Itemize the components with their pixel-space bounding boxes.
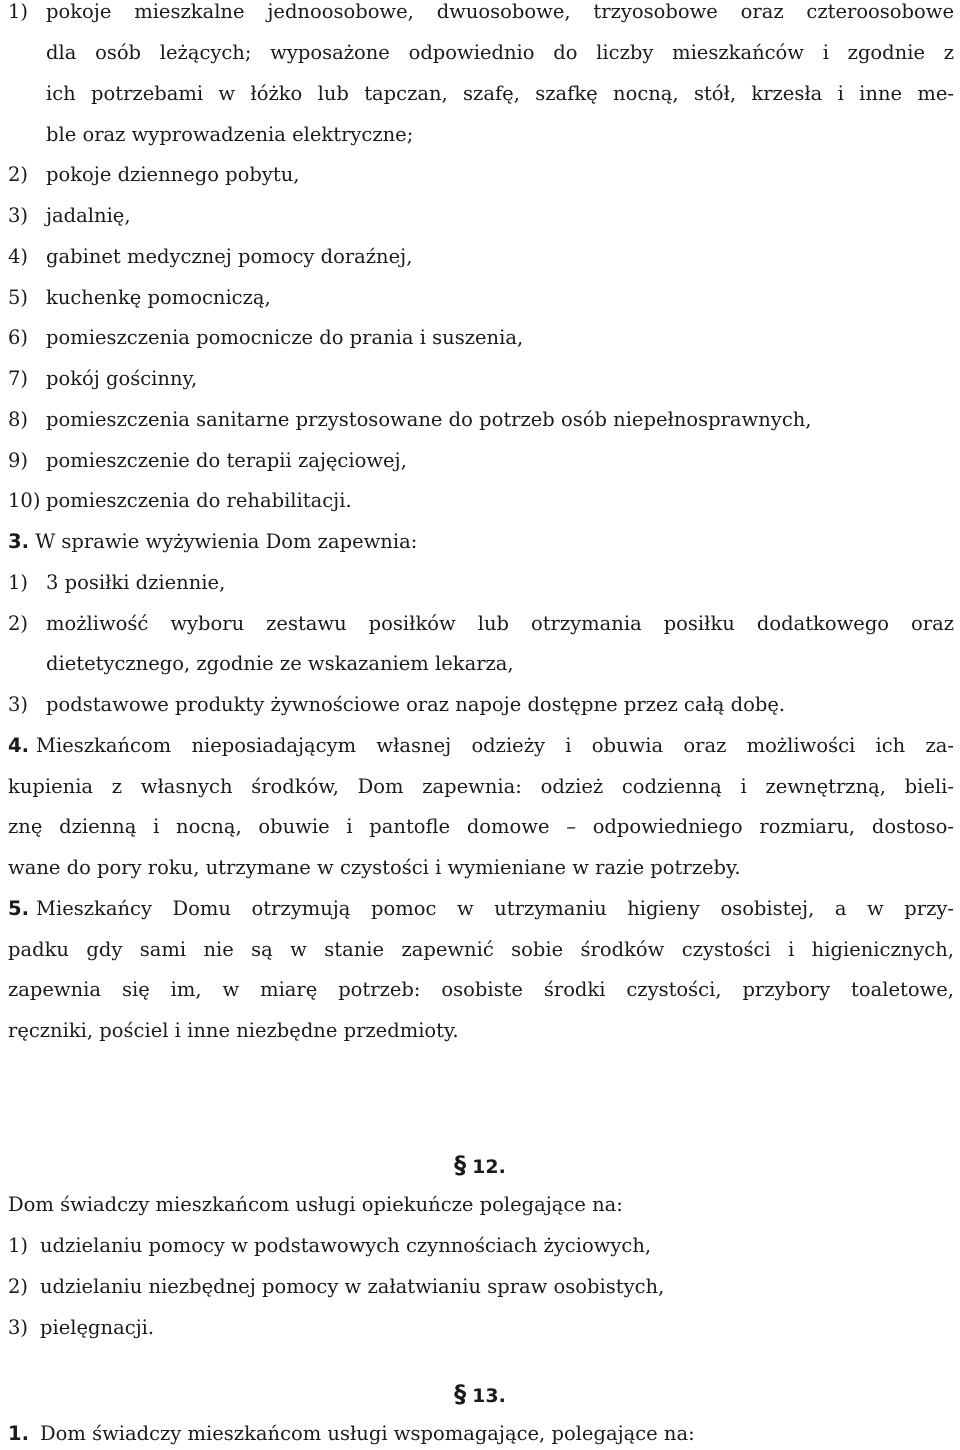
list-number: 8) — [8, 408, 29, 431]
list-text: udzielaniu pomocy w podstawowych czynnościach życiowych, — [40, 1234, 652, 1257]
list-text: pomieszczenia sanitarne przystosowane do potrzeb osób niepełnosprawnych, — [46, 408, 812, 431]
list-number: 1) — [8, 0, 29, 23]
list-number: 4) — [8, 245, 29, 268]
list-text: Dom świadczy mieszkańcom usługi wspomagające, polegające na: — [40, 1422, 695, 1445]
list-item — [8, 692, 954, 718]
list-item — [8, 1421, 954, 1447]
section-number: 13. — [472, 1385, 506, 1407]
list-number: 9) — [8, 449, 29, 472]
list-number: 1) — [8, 571, 29, 594]
paragraph-text: Mieszkańcom nieposiadającym własnej odzieży i obuwia oraz możliwości ich za- — [36, 734, 954, 757]
list-item — [8, 0, 954, 25]
list-number: 3) — [8, 693, 29, 716]
list-item — [8, 203, 954, 229]
list-item — [8, 162, 954, 188]
list-number: 2) — [8, 1275, 29, 1298]
list-item — [8, 570, 954, 596]
list-number: 6) — [8, 326, 29, 349]
list-text: pokój gościnny, — [46, 367, 198, 390]
list-item — [8, 1315, 954, 1341]
paragraph-text-line: padku gdy sami nie są w stanie zapewnić sobie środków czystości i higienicznych, — [8, 938, 954, 961]
list-text: 3 posiłki dziennie, — [46, 571, 226, 594]
section-sign: § — [454, 1380, 467, 1408]
list-number: 2) — [8, 612, 29, 635]
paragraph-number: 4. — [8, 734, 29, 757]
list-item — [8, 1233, 954, 1259]
paragraph-number: 5. — [8, 897, 29, 920]
list-number: 1) — [8, 1234, 29, 1257]
paragraph-number: 3. — [8, 530, 29, 553]
list-text: gabinet medycznej pomocy doraźnej, — [46, 245, 413, 268]
paragraph-4 — [8, 733, 954, 759]
list-text-continuation: ble oraz wyprowadzenia elektryczne; — [46, 123, 414, 146]
list-text: pomieszczenia pomocnicze do prania i suszenia, — [46, 326, 524, 349]
paragraph-text-line: kupienia z własnych środków, Dom zapewnia: odzież codzienną i zewnętrzną, bieli- — [8, 775, 954, 798]
list-item — [8, 244, 954, 270]
list-item — [8, 611, 954, 637]
list-number: 3) — [8, 1316, 29, 1339]
section-13-heading — [0, 1381, 960, 1409]
section-12-heading — [0, 1152, 960, 1180]
paragraph-text-line: ręczniki, pościel i inne niezbędne przedmioty. — [8, 1019, 459, 1042]
list-item — [8, 448, 954, 474]
list-text: pomieszczenie do terapii zajęciowej, — [46, 449, 407, 472]
list-text: udzielaniu niezbędnej pomocy w załatwianiu spraw osobistych, — [40, 1275, 665, 1298]
paragraph-text-line: wane do pory roku, utrzymane w czystości i wymieniane w razie potrzeby. — [8, 856, 741, 879]
list-text: pokoje dziennego pobytu, — [46, 163, 300, 186]
list-item — [8, 488, 954, 514]
list-text: możliwość wyboru zestawu posiłków lub otrzymania posiłku dodatkowego oraz — [46, 612, 954, 635]
list-item — [8, 1274, 954, 1300]
list-text: jadalnię, — [46, 204, 131, 227]
list-text-continuation: dla osób leżących; wyposażone odpowiednio do liczby mieszkańców i zgodnie z — [46, 41, 954, 64]
list-text-continuation: dietetycznego, zgodnie ze wskazaniem lekarza, — [46, 652, 514, 675]
paragraph-text-line: znę dzienną i nocną, obuwie i pantofle domowe – odpowiedniego rozmiaru, dostoso- — [8, 815, 954, 838]
list-number: 10) — [8, 489, 41, 512]
list-item — [8, 366, 954, 392]
list-item — [8, 407, 954, 433]
paragraph-5 — [8, 896, 954, 922]
section-intro: Dom świadczy mieszkańcom usługi opiekuńcze polegające na: — [8, 1193, 623, 1216]
list-number: 1. — [8, 1422, 29, 1445]
paragraph-text: W sprawie wyżywienia Dom zapewnia: — [35, 530, 418, 553]
paragraph-3-heading — [8, 529, 954, 555]
list-number: 3) — [8, 204, 29, 227]
list-text: podstawowe produkty żywnościowe oraz napoje dostępne przez całą dobę. — [46, 693, 786, 716]
list-number: 7) — [8, 367, 29, 390]
list-text: pokoje mieszkalne jednoosobowe, dwuosobowe, trzyosobowe oraz czteroosobowe — [46, 0, 954, 23]
paragraph-text-line: zapewnia się im, w miarę potrzeb: osobiste środki czystości, przybory toaletowe, — [8, 978, 954, 1001]
list-text-continuation: ich potrzebami w łóżko lub tapczan, szafę, szafkę nocną, stół, krzesła i inne me- — [46, 82, 954, 105]
list-text: kuchenkę pomocniczą, — [46, 286, 271, 309]
section-sign: § — [454, 1151, 467, 1179]
section-number: 12. — [472, 1156, 506, 1178]
list-item — [8, 285, 954, 311]
list-item — [8, 325, 954, 351]
list-text: pielęgnacji. — [40, 1316, 155, 1339]
list-number: 2) — [8, 163, 29, 186]
list-number: 5) — [8, 286, 29, 309]
paragraph-text: Mieszkańcy Domu otrzymują pomoc w utrzymaniu higieny osobistej, a w przy- — [36, 897, 954, 920]
list-text: pomieszczenia do rehabilitacji. — [46, 489, 352, 512]
